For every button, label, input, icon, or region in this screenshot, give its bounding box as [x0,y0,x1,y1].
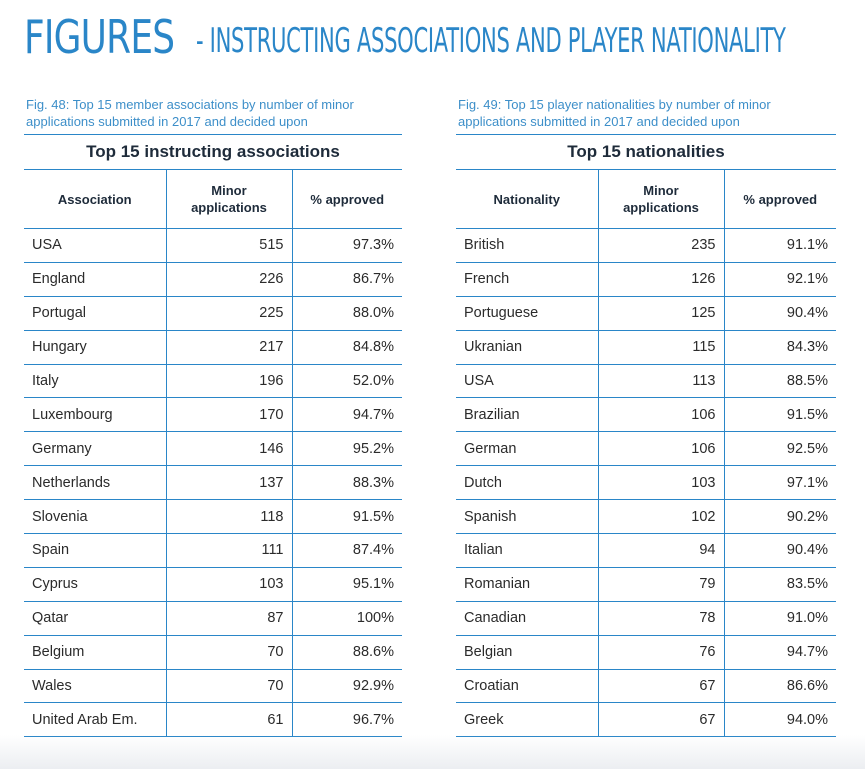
row-applications-cell: 217 [166,330,292,364]
row-approved-cell: 94.7% [292,398,402,432]
row-approved-cell: 92.5% [724,432,836,466]
row-approved-cell: 88.5% [724,364,836,398]
row-approved-cell: 91.5% [292,500,402,534]
associations-table-title: Top 15 instructing associations [24,135,402,170]
row-name-cell: Qatar [24,601,166,635]
row-applications-cell: 170 [166,398,292,432]
column-header-approved: % approved [724,170,836,229]
row-applications-cell: 106 [598,398,724,432]
associations-table [24,134,402,737]
row-approved-cell: 100% [292,601,402,635]
table-row [456,364,836,398]
row-approved-cell: 84.8% [292,330,402,364]
row-name-cell: Netherlands [24,466,166,500]
row-name-cell: Cyprus [24,567,166,601]
row-approved-cell: 86.7% [292,262,402,296]
row-approved-cell: 97.3% [292,229,402,263]
table-row [24,466,402,500]
column-header-minor-applications: Minor applications [598,170,724,229]
row-name-cell: United Arab Em. [24,703,166,737]
table-row [24,296,402,330]
row-name-cell: Wales [24,669,166,703]
table-row [24,669,402,703]
row-name-cell: Italy [24,364,166,398]
table-row [24,500,402,534]
header-figures-word: FIGURES [24,10,175,64]
row-approved-cell: 92.1% [724,262,836,296]
row-approved-cell: 84.3% [724,330,836,364]
table-row [24,635,402,669]
table-title-row [24,135,402,170]
nationalities-table-body [456,229,836,737]
table-title-row [456,135,836,170]
row-name-cell: Germany [24,432,166,466]
row-name-cell: Spanish [456,500,598,534]
row-applications-cell: 137 [166,466,292,500]
table-row [456,262,836,296]
row-approved-cell: 86.6% [724,669,836,703]
nationalities-table-title: Top 15 nationalities [456,135,836,170]
table-row [24,432,402,466]
row-name-cell: Brazilian [456,398,598,432]
row-applications-cell: 225 [166,296,292,330]
row-name-cell: Portugal [24,296,166,330]
row-applications-cell: 125 [598,296,724,330]
table-row [456,703,836,737]
fig48-caption: Fig. 48: Top 15 member associations by number of minor applications submitted in 2017 and decided upon [26,97,354,129]
row-applications-cell: 94 [598,534,724,568]
row-applications-cell: 61 [166,703,292,737]
row-applications-cell: 118 [166,500,292,534]
row-name-cell: Canadian [456,601,598,635]
header-subtitle: - INSTRUCTING ASSOCIATIONS AND PLAYER NATIONALITY [195,21,786,61]
row-applications-cell: 76 [598,635,724,669]
row-name-cell: Croatian [456,669,598,703]
table-row [24,330,402,364]
row-approved-cell: 95.2% [292,432,402,466]
table-row [456,229,836,263]
table-row [24,601,402,635]
row-approved-cell: 87.4% [292,534,402,568]
fig49-caption: Fig. 49: Top 15 player nationalities by number of minor applications submitted in 2017 and decided upon [458,97,771,129]
column-header-association: Association [24,170,166,229]
row-name-cell: England [24,262,166,296]
table-row [456,500,836,534]
row-approved-cell: 90.4% [724,296,836,330]
row-name-cell: Spain [24,534,166,568]
row-name-cell: Belgian [456,635,598,669]
row-approved-cell: 90.2% [724,500,836,534]
table-row [24,364,402,398]
row-applications-cell: 87 [166,601,292,635]
table-row [456,601,836,635]
row-name-cell: German [456,432,598,466]
table-header-row [24,170,402,229]
row-name-cell: Ukranian [456,330,598,364]
row-approved-cell: 88.6% [292,635,402,669]
associations-panel [24,96,402,737]
row-approved-cell: 94.0% [724,703,836,737]
row-name-cell: Hungary [24,330,166,364]
row-approved-cell: 96.7% [292,703,402,737]
associations-table-body [24,229,402,737]
table-row [456,296,836,330]
row-approved-cell: 90.4% [724,534,836,568]
row-name-cell: Belgium [24,635,166,669]
row-approved-cell: 52.0% [292,364,402,398]
row-applications-cell: 196 [166,364,292,398]
row-applications-cell: 70 [166,669,292,703]
table-row [456,635,836,669]
table-row [456,330,836,364]
row-name-cell: USA [456,364,598,398]
row-applications-cell: 102 [598,500,724,534]
row-name-cell: Luxembourg [24,398,166,432]
row-approved-cell: 94.7% [724,635,836,669]
table-row [24,262,402,296]
row-approved-cell: 91.1% [724,229,836,263]
nationalities-table [456,134,836,737]
table-row [24,534,402,568]
row-name-cell: Dutch [456,466,598,500]
row-approved-cell: 92.9% [292,669,402,703]
row-name-cell: Romanian [456,567,598,601]
row-applications-cell: 226 [166,262,292,296]
page-bottom-shade [0,735,865,769]
row-approved-cell: 95.1% [292,567,402,601]
row-name-cell: Italian [456,534,598,568]
row-applications-cell: 111 [166,534,292,568]
row-applications-cell: 515 [166,229,292,263]
column-header-minor-applications: Minor applications [166,170,292,229]
row-approved-cell: 91.5% [724,398,836,432]
row-applications-cell: 67 [598,703,724,737]
row-name-cell: Portuguese [456,296,598,330]
table-row [24,398,402,432]
row-approved-cell: 83.5% [724,567,836,601]
table-row [456,432,836,466]
row-applications-cell: 103 [166,567,292,601]
table-row [24,567,402,601]
table-row [456,669,836,703]
row-approved-cell: 91.0% [724,601,836,635]
row-approved-cell: 88.0% [292,296,402,330]
row-approved-cell: 97.1% [724,466,836,500]
row-applications-cell: 103 [598,466,724,500]
column-header-approved: % approved [292,170,402,229]
table-row [456,567,836,601]
row-applications-cell: 70 [166,635,292,669]
table-header-row [456,170,836,229]
row-name-cell: British [456,229,598,263]
row-applications-cell: 113 [598,364,724,398]
row-applications-cell: 67 [598,669,724,703]
row-applications-cell: 115 [598,330,724,364]
table-row [456,466,836,500]
row-name-cell: Greek [456,703,598,737]
nationalities-panel [456,96,836,737]
row-applications-cell: 79 [598,567,724,601]
row-approved-cell: 88.3% [292,466,402,500]
column-header-nationality: Nationality [456,170,598,229]
table-row [24,229,402,263]
table-row [24,703,402,737]
row-name-cell: French [456,262,598,296]
table-row [456,398,836,432]
row-applications-cell: 78 [598,601,724,635]
row-applications-cell: 146 [166,432,292,466]
page-header [24,10,854,64]
row-applications-cell: 126 [598,262,724,296]
table-row [456,534,836,568]
row-applications-cell: 106 [598,432,724,466]
row-name-cell: USA [24,229,166,263]
row-name-cell: Slovenia [24,500,166,534]
row-applications-cell: 235 [598,229,724,263]
